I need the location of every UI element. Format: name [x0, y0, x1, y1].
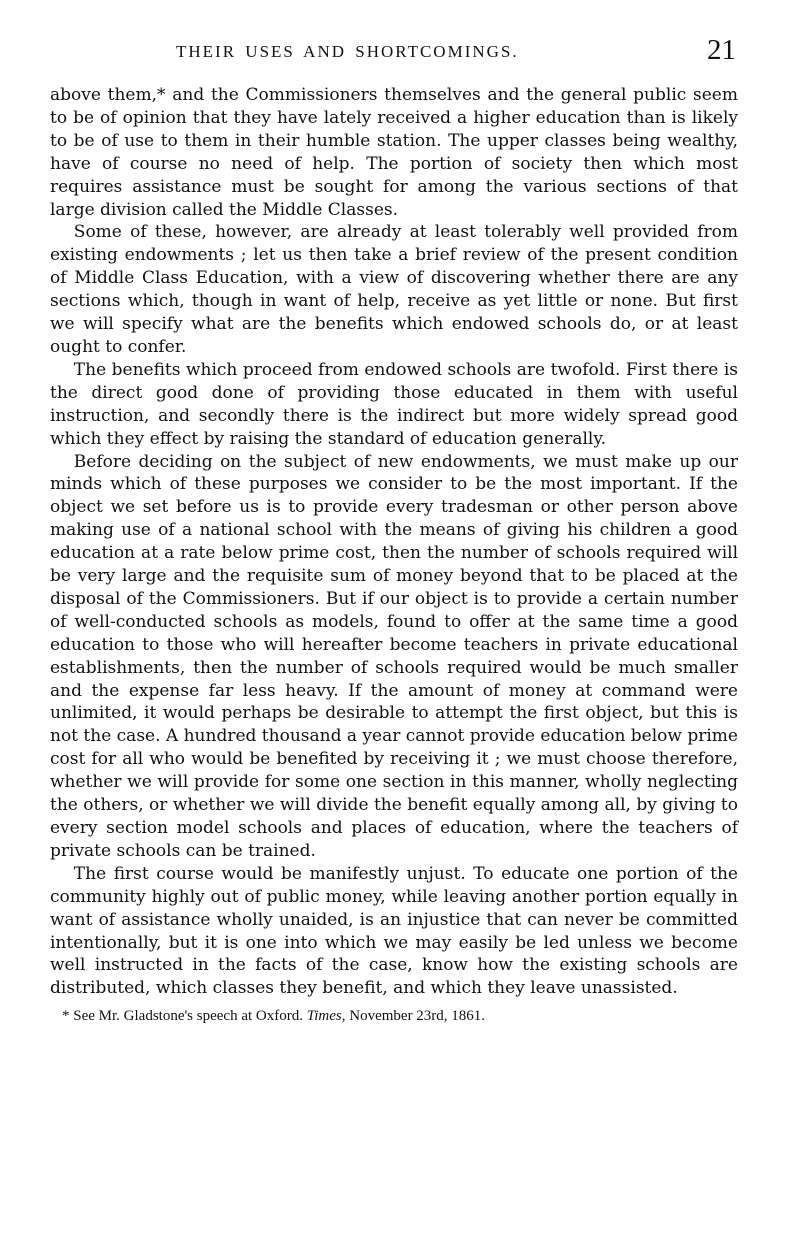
paragraph: Before deciding on the subject of new endowments, we must make up our minds which of these purposes we consider to be the most important. If the object we set before us is to provide every tradesman or other person above making use of a national school with the means of giving his children a good education at a rate below prime cost, then the number of schools required will be very large and the requisite sum of money beyond that to be placed at the disposal of the Commissioners. But if our object is to provide a certain number of well-conducted schools as models, found to offer at the same time a good education to those who will hereafter become teachers in private educational establishments, then the number of schools required would be much smaller and the expense far less heavy. If the amount of money at command were unlimited, it would perhaps be desirable to attempt the first object, but this is not the case. A hundred thousand a year cannot provide education below prime cost for all who would be benefited by receiving it ; we must choose therefore, whether we will provide for some one section in this manner, wholly neglecting the others, or whether we will divide the benefit equally among all, by giving to every section model schools and places of education, where the teachers of private schools can be trained.: [50, 451, 738, 861]
body-text: [50, 84, 738, 1000]
page-number: 21: [707, 34, 736, 66]
paragraph-continued: above them,* and the Commissioners themselves and the general public seem to be of opinion that they have lately received a higher education than is likely to be of use to them in their humble station. The upper classes being wealthy, have of course no need of help. The portion of society then which most requires assistance must be sought for among the various sections of that large division called the Middle Classes.: [50, 85, 738, 220]
footnote-text: * See Mr. Gladstone's speech at Oxford.: [62, 1008, 303, 1025]
paragraph: Some of these, however, are already at least tolerably well provided from existing endowments ; let us then take a brief review of the present condition of Middle Class Education, with a view of discovering whether there are any sections which, though in want of help, receive as yet little or none. But first we will specify what are the benefits which endowed schools do, or at least ought to confer.: [50, 222, 738, 357]
page-header: [50, 34, 738, 84]
footnote-source: Times,: [306, 1008, 346, 1025]
footnote: [50, 1006, 738, 1026]
book-page: [50, 34, 738, 1026]
footnote-date: November 23rd, 1861.: [349, 1008, 486, 1025]
paragraph: The first course would be manifestly unjust. To educate one portion of the community highly out of public money, while leaving another portion equally in want of assistance wholly unaided, is an injustice that can never be committed intentionally, but it is one into which we may easily be led unless we become well instructed in the facts of the case, know how the existing schools are distributed, which classes they benefit, and which they leave unassisted.: [50, 863, 738, 999]
paragraph: The benefits which proceed from endowed schools are twofold. First there is the direct good done of providing those educated in them with useful instruction, and secondly there is the indirect but more widely spread good which they effect by raising the standard of education generally.: [50, 359, 738, 449]
running-head: THEIR USES AND SHORTCOMINGS.: [176, 42, 519, 61]
